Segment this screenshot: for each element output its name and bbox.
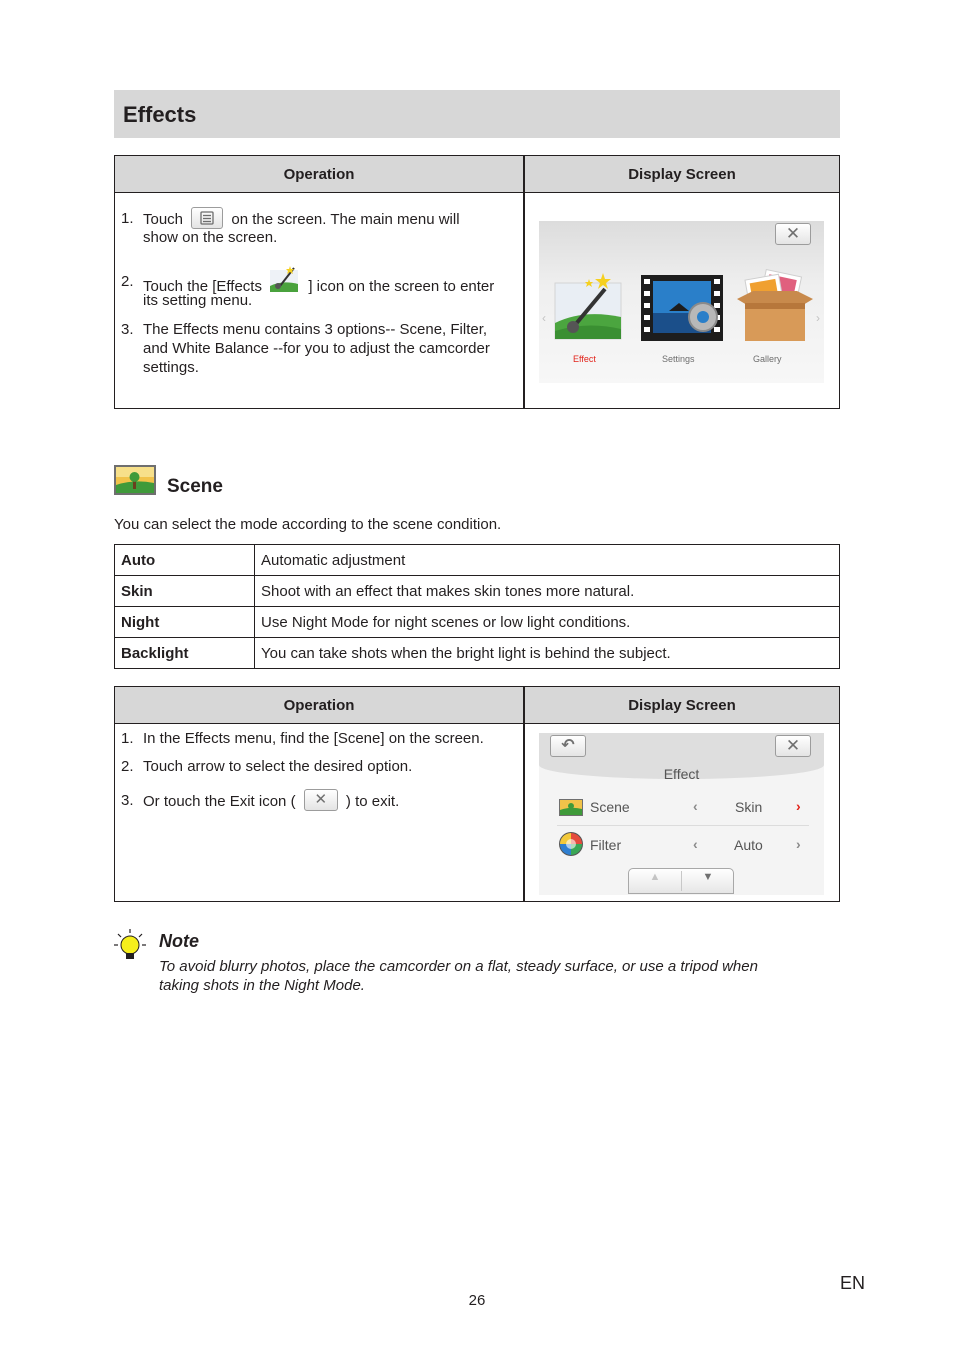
table-row	[115, 638, 840, 669]
scroll-up-icon[interactable]: ▲	[649, 871, 661, 883]
scene-row[interactable]	[557, 793, 809, 823]
screen-title: Effect	[663, 766, 700, 782]
language-indicator: EN	[840, 1273, 866, 1293]
step-3: 3. The Effects menu contains 3 options-- Scene, Filter, and White Balance --for you to adjust the camcorder settings.	[121, 321, 490, 376]
note-text-line: To avoid blurry photos, place the camcorder on a flat, steady surface, or use a tripod when	[159, 958, 758, 975]
back-icon[interactable]: ↶	[550, 735, 586, 757]
step-1: 1. Touch on the screen. The main menu will show on the screen.	[121, 209, 521, 249]
section-title-bar	[114, 90, 840, 138]
section-title: Effects	[123, 102, 197, 127]
chevron-right-icon[interactable]: ›	[796, 836, 801, 852]
scene-row-value: Skin	[735, 799, 763, 815]
effect-menu-screen	[539, 733, 824, 895]
right-arrow-icon[interactable]: ›	[816, 311, 820, 325]
table-row	[115, 607, 840, 638]
close-icon[interactable]: ✕	[775, 735, 811, 757]
option-name: Skin	[115, 576, 255, 607]
note-title: Note	[159, 931, 199, 951]
gallery-label: Gallery	[753, 354, 782, 364]
filter-row-label: Filter	[590, 837, 622, 853]
step-2: 2. Touch the [Effects ] icon on the screen to enter its setting menu.	[121, 262, 521, 312]
scene-intro: You can select the mode according to the scene condition.	[114, 516, 502, 533]
option-description: You can take shots when the bright light is behind the subject.	[255, 638, 840, 669]
page-number: 26	[468, 1292, 486, 1309]
note-text	[159, 957, 839, 995]
settings-menu-item[interactable]	[639, 273, 725, 347]
close-icon[interactable]: ✕	[775, 223, 811, 245]
option-description: Automatic adjustment	[255, 545, 840, 576]
scroll-buttons	[628, 868, 734, 894]
settings-label: Settings	[662, 354, 695, 364]
note-text-line: taking shots in the Night Mode.	[159, 977, 365, 994]
operation-header: Operation	[115, 156, 523, 193]
scene-options-table	[114, 544, 840, 669]
menu-list-icon	[191, 207, 223, 229]
display-screen-header: Display Screen	[525, 687, 839, 724]
gallery-menu-item[interactable]	[733, 269, 817, 347]
table-row	[115, 545, 840, 576]
effect-icon	[553, 273, 625, 347]
scene-row-icon	[559, 799, 583, 821]
column-divider	[523, 156, 525, 408]
option-description: Use Night Mode for night scenes or low light conditions.	[255, 607, 840, 638]
scene-icon	[114, 465, 156, 495]
filter-row-icon	[558, 831, 584, 862]
step-2: 2. Touch arrow to select the desired option.	[121, 758, 413, 775]
option-name: Night	[115, 607, 255, 638]
option-name: Auto	[115, 545, 255, 576]
column-divider	[523, 687, 525, 901]
settings-film-icon	[639, 273, 725, 347]
lightbulb-icon	[113, 928, 147, 962]
option-description: Shoot with an effect that makes skin tones more natural.	[255, 576, 840, 607]
left-arrow-icon[interactable]: ‹	[542, 311, 546, 325]
display-screen-header: Display Screen	[525, 156, 839, 193]
chevron-left-icon[interactable]: ‹	[693, 798, 698, 814]
filter-row[interactable]	[557, 829, 809, 859]
step-3: 3. Or touch the Exit icon ( ✕ ) to exit.	[121, 791, 400, 810]
operation-header: Operation	[115, 687, 523, 724]
option-name: Backlight	[115, 638, 255, 669]
row-divider	[557, 825, 809, 826]
scene-heading: Scene	[167, 476, 223, 497]
table-row	[115, 576, 840, 607]
chevron-left-icon[interactable]: ‹	[693, 836, 698, 852]
step-1: 1. In the Effects menu, find the [Scene] on the screen.	[121, 730, 484, 747]
chevron-right-icon[interactable]: ›	[796, 798, 801, 814]
main-menu-screen	[539, 221, 824, 383]
effect-menu-item[interactable]	[553, 273, 625, 347]
effects-icon	[268, 264, 302, 294]
gallery-box-icon	[733, 269, 817, 347]
scroll-down-icon[interactable]: ▼	[702, 871, 714, 883]
exit-icon: ✕	[304, 789, 338, 811]
effect-label: Effect	[573, 354, 596, 364]
filter-row-value: Auto	[734, 837, 763, 853]
scene-row-label: Scene	[590, 799, 630, 815]
